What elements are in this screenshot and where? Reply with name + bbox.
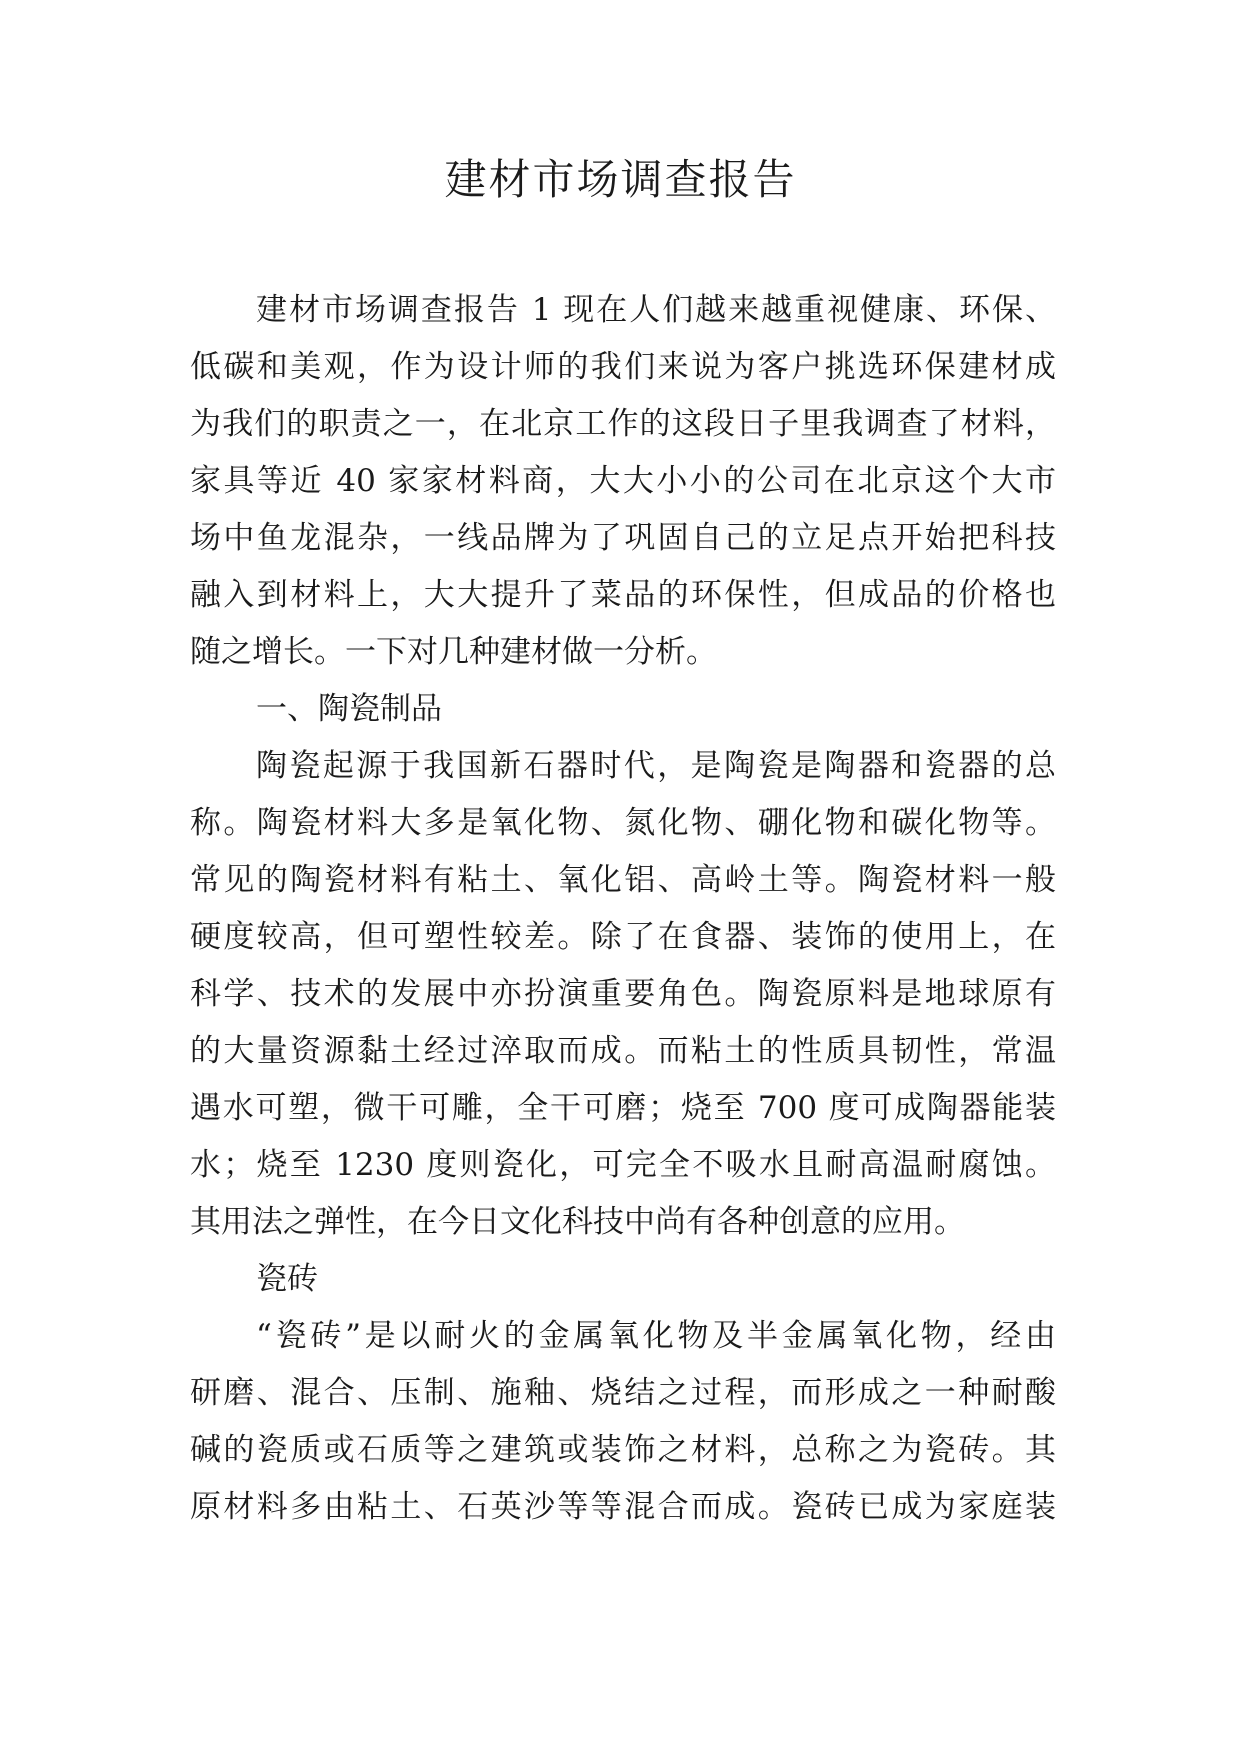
body-text-line: 科学、技术的发展中亦扮演重要角色。陶瓷原料是地球原有	[190, 976, 1056, 1012]
body-text-line: “瓷砖”是以耐火的金属氧化物及半金属氧化物，经由	[256, 1318, 1056, 1354]
body-text-line: 水；烧至 1230 度则瓷化，可完全不吸水且耐高温耐腐蚀。	[190, 1147, 1056, 1183]
body-text-line: 研磨、混合、压制、施釉、烧结之过程，而形成之一种耐酸	[190, 1375, 1056, 1411]
body-text-line: 瓷砖	[256, 1261, 318, 1297]
body-text-line: 融入到材料上，大大提升了菜品的环保性，但成品的价格也	[190, 577, 1056, 613]
body-text-line: 遇水可塑，微干可雕，全干可磨；烧至 700 度可成陶器能装	[190, 1090, 1056, 1126]
body-text-line: 一、陶瓷制品	[256, 691, 442, 727]
body-text-line: 建材市场调查报告 1 现在人们越来越重视健康、环保、	[256, 292, 1056, 328]
body-text-line: 原材料多由粘土、石英沙等等混合而成。瓷砖已成为家庭装	[190, 1489, 1056, 1525]
body-text-line: 低碳和美观，作为设计师的我们来说为客户挑选环保建材成	[190, 349, 1056, 385]
body-text-line: 常见的陶瓷材料有粘土、氧化铝、高岭土等。陶瓷材料一般	[190, 862, 1056, 898]
body-text-line: 随之增长。一下对几种建材做一分析。	[190, 634, 717, 670]
body-text-line: 为我们的职责之一，在北京工作的这段日子里我调查了材料，	[190, 406, 1056, 442]
document-body	[190, 282, 1056, 1536]
body-text-line: 碱的瓷质或石质等之建筑或装饰之材料，总称之为瓷砖。其	[190, 1432, 1056, 1468]
body-text-line: 硬度较高，但可塑性较差。除了在食器、装饰的使用上，在	[190, 919, 1056, 955]
body-text-line: 其用法之弹性，在今日文化科技中尚有各种创意的应用。	[190, 1204, 965, 1240]
body-text-line: 家具等近 40 家家材料商，大大小小的公司在北京这个大市	[190, 463, 1056, 499]
body-text-line: 的大量资源黏土经过淬取而成。而粘土的性质具韧性，常温	[190, 1033, 1056, 1069]
body-text-line: 陶瓷起源于我国新石器时代，是陶瓷是陶器和瓷器的总	[256, 748, 1056, 784]
body-text-line: 称。陶瓷材料大多是氧化物、氮化物、硼化物和碳化物等。	[190, 805, 1056, 841]
body-text-line: 场中鱼龙混杂，一线品牌为了巩固自己的立足点开始把科技	[190, 520, 1056, 556]
document-title: 建材市场调查报告	[444, 155, 797, 204]
